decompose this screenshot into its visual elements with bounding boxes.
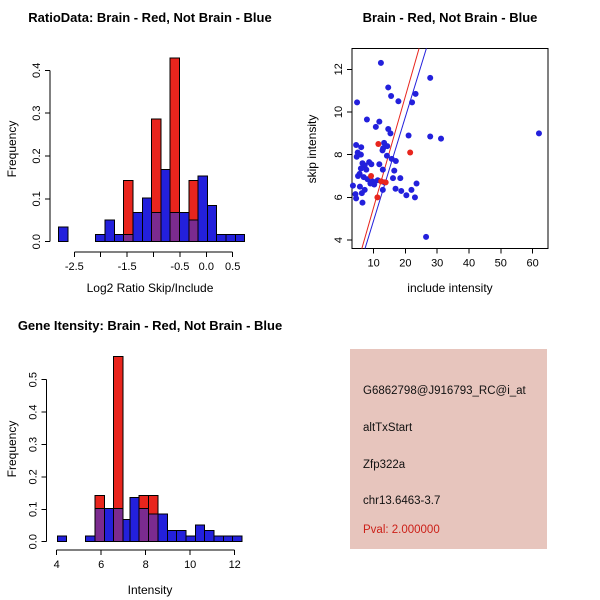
gene-info-panel <box>300 300 600 600</box>
svg-text:50: 50 <box>494 257 507 270</box>
ratio-histogram-xlabel: Log2 Ratio Skip/Include <box>86 281 214 295</box>
svg-text:0.2: 0.2 <box>31 148 43 164</box>
probe-id-text: G6862798@J916793_RC@i_at <box>363 385 526 397</box>
svg-text:20: 20 <box>399 257 412 270</box>
svg-text:0.0: 0.0 <box>198 261 214 273</box>
event-type-text: altTxStart <box>363 422 413 434</box>
svg-text:12: 12 <box>228 559 241 571</box>
intensity-scatter-panel <box>300 0 600 300</box>
svg-text:0.3: 0.3 <box>31 105 43 121</box>
gene-histogram-panel <box>0 300 300 600</box>
svg-text:12: 12 <box>332 63 345 76</box>
svg-text:0.4: 0.4 <box>31 62 43 78</box>
svg-text:0.1: 0.1 <box>27 501 40 517</box>
intensity-scatter-plot <box>300 0 600 300</box>
intensity-scatter-ylabel: skip intensity <box>305 114 319 184</box>
gene-histogram-plot <box>0 300 300 600</box>
gene-info-box <box>350 349 547 549</box>
locus-text: chr13.6463-3.7 <box>363 495 441 507</box>
gene-symbol-text: Zfp322a <box>363 459 406 471</box>
gene-histogram-xlabel: Intensity <box>127 583 173 597</box>
svg-text:10: 10 <box>332 105 345 119</box>
intensity-scatter-title: Brain - Red, Not Brain - Blue <box>362 10 538 25</box>
ratio-histogram-ylabel: Frequency <box>5 120 19 178</box>
ratio-histogram-title: RatioData: Brain - Red, Not Brain - Blue <box>28 10 272 25</box>
svg-text:-2.5: -2.5 <box>64 261 84 273</box>
svg-text:0.4: 0.4 <box>27 404 40 420</box>
svg-text:0.5: 0.5 <box>225 261 241 273</box>
svg-text:0.5: 0.5 <box>27 372 40 388</box>
ratio-histogram-plot <box>0 0 300 300</box>
svg-text:4: 4 <box>53 559 60 571</box>
svg-text:0.3: 0.3 <box>27 436 40 453</box>
svg-text:40: 40 <box>462 257 476 270</box>
svg-text:6: 6 <box>332 194 345 201</box>
gene-histogram-title: Gene Itensity: Brain - Red, Not Brain - Blue <box>17 318 283 333</box>
svg-text:0.2: 0.2 <box>27 469 40 485</box>
ratio-histogram-panel <box>0 0 300 300</box>
intensity-scatter-xlabel: include intensity <box>407 281 493 295</box>
svg-text:60: 60 <box>526 257 539 270</box>
svg-text:30: 30 <box>431 257 444 270</box>
svg-text:8: 8 <box>142 559 149 571</box>
svg-text:-0.5: -0.5 <box>170 261 190 273</box>
svg-text:10: 10 <box>367 257 380 270</box>
pval-text: Pval: 2.000000 <box>363 524 440 536</box>
svg-text:6: 6 <box>98 559 105 571</box>
svg-text:10: 10 <box>184 559 197 571</box>
svg-text:0.0: 0.0 <box>31 234 43 250</box>
svg-text:0.1: 0.1 <box>31 191 43 207</box>
svg-text:0.0: 0.0 <box>27 534 40 550</box>
svg-text:-1.5: -1.5 <box>117 261 137 273</box>
svg-text:4: 4 <box>332 236 345 244</box>
gene-histogram-ylabel: Frequency <box>5 420 19 478</box>
svg-text:8: 8 <box>332 151 345 158</box>
